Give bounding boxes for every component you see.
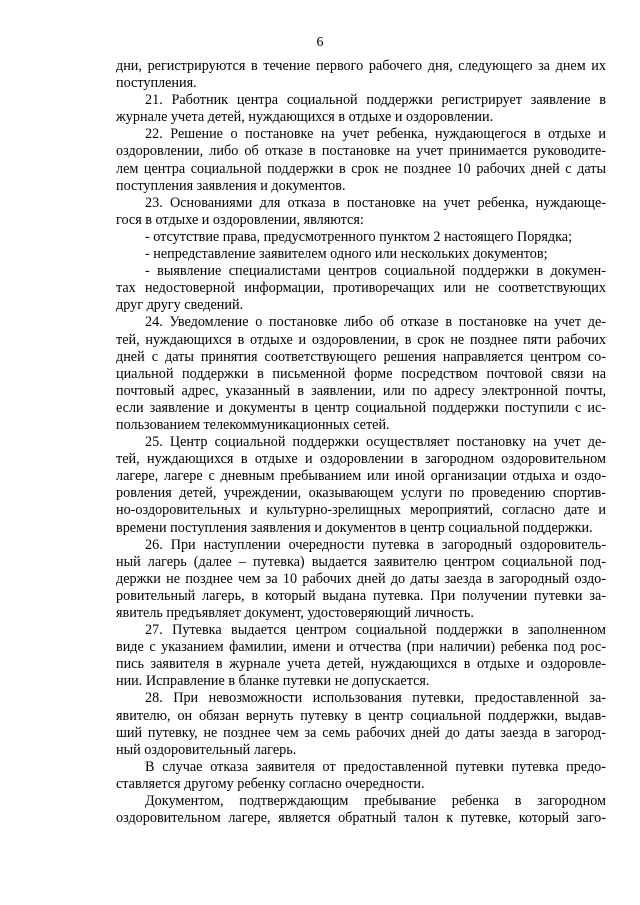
text-line: виде с указанием фамилии, имени и отчества (при наличии) ребенка под рос- xyxy=(116,639,606,656)
text-line: тей, нуждающихся в отдыхе и оздоровлении в загородном оздоровительном xyxy=(116,451,606,468)
text-line: циальной поддержки в письменной форме посредством почтовой связи на xyxy=(116,365,606,382)
text-line: тей, нуждающихся в отдыхе и оздоровлении, в срок не позднее пяти рабочих xyxy=(116,331,606,348)
text-line: ный оздоровительный лагерь. xyxy=(116,741,297,758)
text-line: оздоровлении, либо об отказе в постановке на учет принимается руководите- xyxy=(116,143,606,160)
text-line: но-оздоровительных и культурно-зрелищных мероприятий, согласно дате и xyxy=(116,502,606,519)
document-body xyxy=(116,58,606,827)
text-line: дни, регистрируются в течение первого рабочего дня, следующего за днем их xyxy=(116,58,606,74)
page-number: 6 xyxy=(316,35,324,50)
text-line: ровления детей, учреждении, оказывающем услуги по проведению спортив- xyxy=(116,485,606,502)
text-line: 27. Путевка выдается центром социальной поддержки в заполненном xyxy=(145,622,606,639)
text-line: ший путевку, не позднее чем за семь рабочих дней до даты заезда в загород- xyxy=(116,724,606,741)
text-line: явитель предъявляет документ, удостоверяющий личность. xyxy=(116,605,474,621)
text-line: 23. Основаниями для отказа в постановке на учет ребенка, нуждающе- xyxy=(145,194,606,211)
text-line: оздоровительном лагере, является обратный талон к путевке, который заго- xyxy=(116,810,606,827)
text-line: держки не позднее чем за 10 рабочих дней до даты заезда в загородный оздо- xyxy=(116,570,606,587)
text-line: - выявление специалистами центров социальной поддержки в докумен- xyxy=(145,263,606,280)
text-line: друг другу сведений. xyxy=(116,297,244,314)
text-line: если заявление и документы в центр социальной поддержки поступили с ис- xyxy=(116,399,606,416)
text-line: явителю, он обязан вернуть путевку в центр социальной поддержки, выдав- xyxy=(116,707,606,724)
text-line: 26. При наступлении очередности путевка в загородный оздоровитель- xyxy=(145,536,606,553)
text-line: 21. Работник центра социальной поддержки регистрирует заявление в xyxy=(145,92,606,109)
text-line: поступления. xyxy=(116,75,197,92)
text-line: тах недостоверной информации, противоречащих или не соответствующих xyxy=(116,280,606,297)
text-line: журнале учета детей, нуждающихся в отдыхе и оздоровлении. xyxy=(116,109,494,126)
text-line: нии. Исправление в бланке путевки не допускается. xyxy=(116,673,430,690)
text-line: 28. При невозможности использования путевки, предоставленной за- xyxy=(145,690,606,707)
text-line: лагере, лагере с дневным пребыванием или иной организации отдыха и оздо- xyxy=(116,468,606,485)
text-line: 22. Решение о постановке на учет ребенка, нуждающегося в отдыхе и xyxy=(145,126,606,143)
text-line: ровительный лагерь, в который выдана путевка. При получении путевки за- xyxy=(116,587,606,604)
text-line: ный лагерь (далее – путевка) выдается заявителю центром социальной под- xyxy=(116,553,606,570)
text-line: гося в отдыхе и оздоровлении, являются: xyxy=(116,211,364,228)
text-line: 24. Уведомление о постановке либо об отказе в постановке на учет де- xyxy=(145,314,606,331)
text-line: поступления заявления и документов. xyxy=(116,177,346,194)
text-line: дней с даты принятия соответствующего решения направляется центром со- xyxy=(116,348,606,365)
text-line: пользованием телекоммуникационных сетей. xyxy=(116,416,390,433)
text-line: - непредставление заявителем одного или нескольких документов; xyxy=(145,246,548,263)
text-line: ставляется другому ребенку согласно очередности. xyxy=(116,775,425,792)
text-line: лем центра социальной поддержки в срок не позднее 10 рабочих дней с даты xyxy=(116,160,606,177)
text-line: времени поступления заявления и документов в центр социальной поддержки. xyxy=(116,519,593,536)
text-line: - отсутствие права, предусмотренного пунктом 2 настоящего Порядка; xyxy=(145,228,573,245)
text-line: Документом, подтверждающим пребывание ребенка в загородном xyxy=(145,793,606,810)
text-line: 25. Центр социальной поддержки осуществляет постановку на учет де- xyxy=(145,434,606,451)
text-line: В случае отказа заявителя от предоставленной путевки путевка предо- xyxy=(145,758,606,775)
text-line: почтовый адрес, указанный в заявлении, или по адресу электронной почты, xyxy=(116,382,606,399)
text-line: пись заявителя в журнале учета детей, нуждающихся в отдыхе и оздоровле- xyxy=(116,656,606,673)
